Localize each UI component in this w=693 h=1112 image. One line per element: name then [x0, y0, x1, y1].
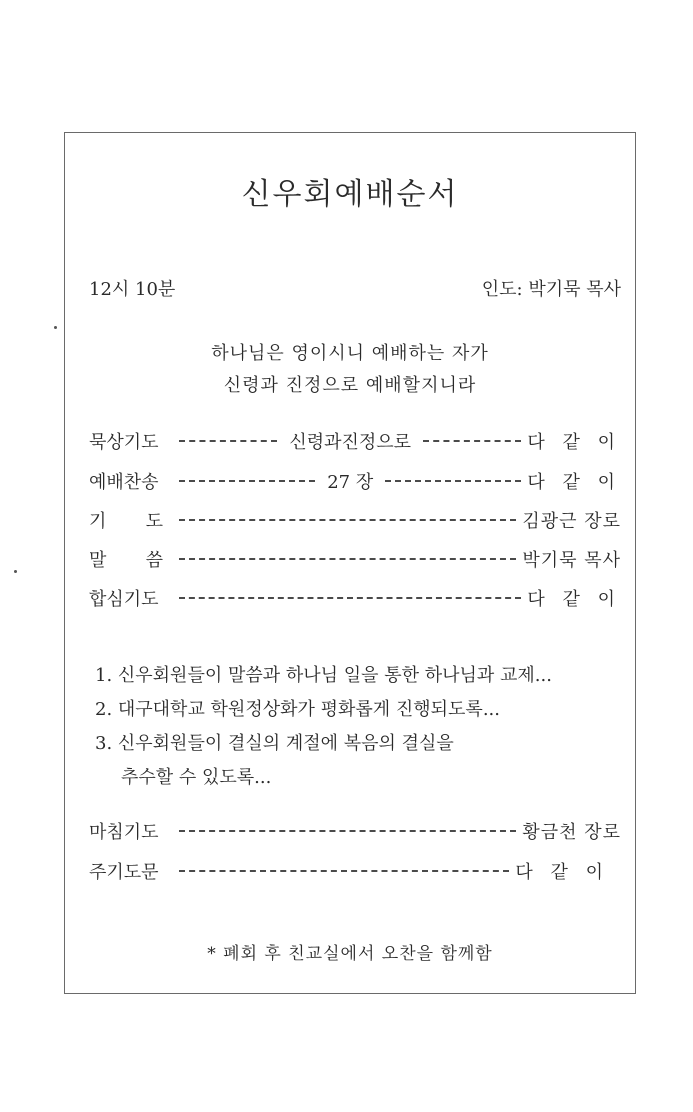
leader-dashes — [179, 480, 315, 482]
scripture-line-1: 하나님은 영이시니 예배하는 자가 — [211, 343, 489, 364]
order-label: 예배찬송 — [89, 472, 159, 493]
order-label: 기 도 — [89, 511, 163, 532]
order-row-united-prayer — [89, 586, 621, 610]
worship-order-sheet — [64, 132, 636, 994]
order-label: 말 씀 — [89, 550, 163, 571]
order-assignee: 다 같 이 — [527, 432, 622, 453]
prayer-topic: 3. 신우회원들이 결실의 계절에 복음의 결실을 — [95, 733, 454, 754]
order-row-closing-prayer — [89, 819, 621, 843]
prayer-topic: 2. 대구대학교 학원정상화가 평화롭게 진행되도록... — [95, 699, 500, 720]
page-title: 신우회예배순서 — [241, 177, 459, 212]
order-middle: 27 장 — [327, 472, 374, 493]
order-assignee: 다 같 이 — [527, 472, 621, 493]
service-time: 12시 10분 — [89, 279, 176, 300]
order-row-silent-prayer — [89, 429, 621, 453]
order-assignee: 김광근 장로 — [522, 511, 621, 532]
order-middle: 신령과진정으로 — [289, 432, 412, 453]
leader-dashes — [179, 558, 516, 560]
order-label: 주기도문 — [89, 862, 159, 883]
prayer-topic: 추수할 수 있도록... — [121, 767, 272, 788]
leader-dashes — [423, 440, 521, 442]
leader-dashes — [179, 870, 509, 872]
leader-dashes — [385, 480, 521, 482]
leader-dashes — [179, 830, 516, 832]
order-row-prayer — [89, 508, 621, 532]
order-row-hymn — [89, 469, 621, 493]
leader-dashes — [179, 440, 277, 442]
order-label: 마침기도 — [89, 822, 159, 843]
prayer-topic: 1. 신우회원들이 말씀과 하나님 일을 통한 하나님과 교제... — [95, 665, 552, 686]
order-assignee: 다 같 이 — [527, 589, 621, 610]
order-assignee: 황금천 장로 — [522, 822, 621, 843]
fellowship-note: * 폐회 후 친교실에서 오찬을 함께함 — [207, 944, 493, 964]
order-assignee: 박기묵 목사 — [522, 550, 621, 571]
paper-speck — [14, 570, 17, 573]
order-row-sermon — [89, 547, 621, 571]
order-row-lords-prayer — [89, 859, 609, 883]
order-label: 합심기도 — [89, 589, 159, 610]
paper-speck — [54, 326, 57, 329]
service-leader: 인도: 박기묵 목사 — [481, 279, 621, 300]
order-assignee: 다 같 이 — [515, 862, 609, 883]
scripture-line-2: 신령과 진정으로 예배할지니라 — [223, 375, 477, 396]
order-label: 묵상기도 — [89, 432, 159, 453]
leader-dashes — [179, 597, 521, 599]
leader-dashes — [179, 519, 516, 521]
